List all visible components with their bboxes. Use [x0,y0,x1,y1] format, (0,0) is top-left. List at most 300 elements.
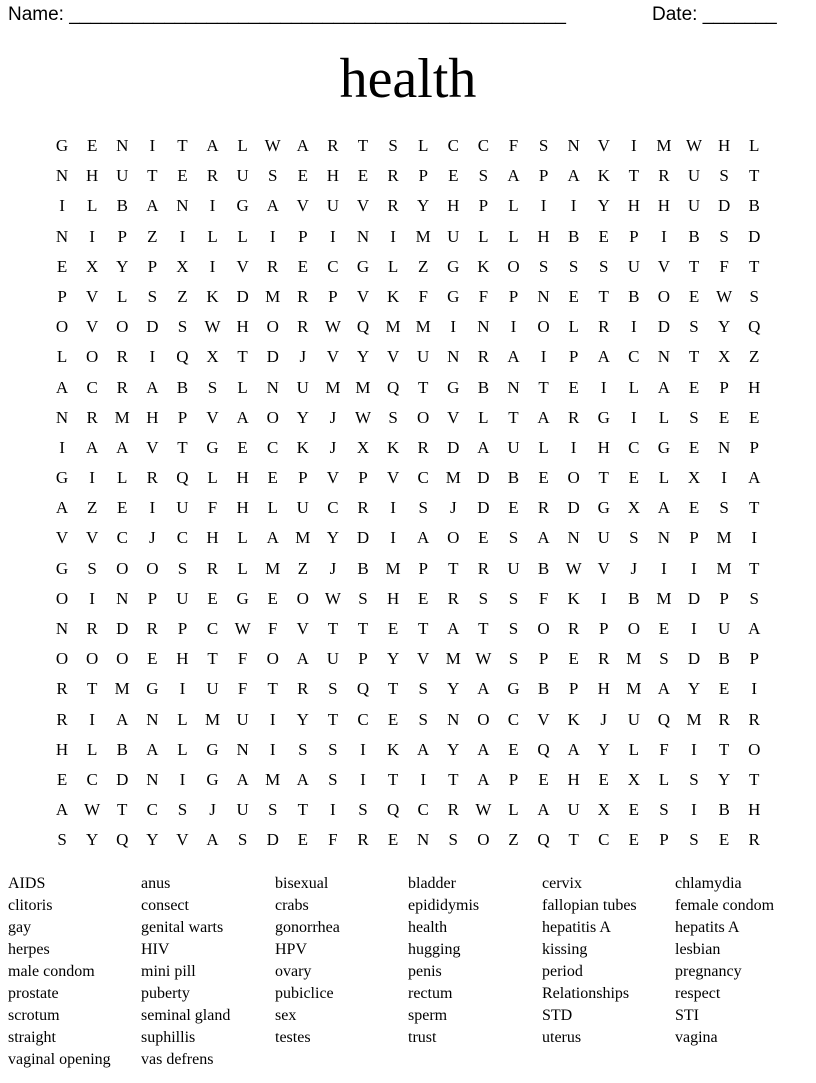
grid-letter: L [237,528,248,548]
grid-letter: R [116,377,128,397]
word-list-item: uterus [542,1029,582,1046]
grid-letter: I [450,317,457,337]
grid-letter: C [86,769,98,789]
grid-letter: A [146,196,159,216]
grid-letter: D [266,347,279,367]
grid-letter: P [358,649,368,669]
word-list-item: chlamydia [675,875,742,892]
grid-letter: T [448,558,459,578]
grid-letter: E [568,286,579,306]
grid-letter: E [538,468,549,488]
grid-letter: N [507,377,520,397]
grid-letter: D [116,769,129,789]
grid-letter: D [567,498,580,518]
grid-letter: S [689,407,699,427]
word-list-item: vas defrens [141,1051,214,1068]
grid-letter: G [356,256,370,276]
grid-letter: L [237,226,248,246]
grid-letter: M [265,558,281,578]
grid-letter: E [508,498,519,518]
grid-letter: T [508,407,519,427]
grid-letter: G [55,468,69,488]
grid-letter: H [748,377,761,397]
grid-letter: O [55,588,69,608]
grid-letter: R [477,558,490,578]
grid-letter: S [689,830,699,850]
grid-letter: A [206,136,219,155]
grid-letter: I [330,800,336,820]
grid-letter: N [55,407,69,427]
grid-letter: S [508,528,519,548]
grid-letter: M [265,286,281,306]
grid-letter: O [146,558,159,578]
grid-letter: Y [597,196,610,216]
grid-letter: B [537,558,550,578]
grid-letter: S [207,377,218,397]
grid-letter: M [445,468,461,488]
grid-letter: C [176,528,189,548]
grid-letter: P [538,649,549,669]
grid-letter: N [447,347,460,367]
grid-letter: Z [177,286,188,306]
grid-letter: Y [597,739,610,759]
grid-letter: Y [326,528,340,548]
grid-letter: M [295,528,311,548]
grid-letter: C [357,709,369,729]
grid-letter: T [568,830,579,850]
word-list-item: female condom [675,897,775,914]
grid-letter: P [599,619,609,638]
grid-letter: N [447,709,460,729]
grid-letter: A [55,377,69,397]
grid-letter: S [568,256,579,276]
grid-letter: O [116,317,129,337]
word-list-item: prostate [8,985,59,1002]
grid-letter: L [56,347,68,367]
grid-letter: Q [537,830,550,850]
grid-letter: R [658,166,670,186]
grid-letter: N [146,709,159,729]
grid-letter: K [567,709,580,729]
grid-letter: R [297,679,309,699]
grid-row [47,795,769,825]
grid-letter: S [177,800,188,820]
grid-letter: P [328,286,338,306]
grid-letter: F [478,286,489,306]
grid-letter: L [117,286,128,306]
grid-letter: G [447,377,460,397]
grid-letter: P [568,347,579,367]
word-list-item: bisexual [275,875,329,892]
grid-letter: P [689,528,699,548]
grid-letter: I [751,528,758,548]
grid-letter: P [298,468,308,488]
grid-letter: E [387,619,399,638]
word-list-item: vagina [675,1029,718,1046]
grid-letter: M [656,136,672,155]
grid-letter: H [55,739,69,759]
grid-letter: C [327,498,339,518]
grid-letter: Q [116,830,129,850]
grid-letter: T [327,619,339,638]
grid-letter: A [447,619,460,638]
grid-letter: A [748,468,761,488]
grid-letter: A [206,830,219,850]
grid-letter: L [658,407,670,427]
grid-letter: L [207,468,218,488]
grid-letter: J [449,498,457,518]
word-list-item: crabs [275,897,309,914]
grid-letter: S [538,256,549,276]
grid-letter: V [86,528,99,548]
grid-letter: E [628,830,640,850]
grid-row [47,765,769,795]
grid-letter: R [567,619,580,638]
grid-row [47,523,769,553]
grid-letter: J [630,558,638,578]
grid-letter: E [688,286,700,306]
grid-letter: D [116,619,129,638]
grid-letter: U [627,256,640,276]
word-list-item: scrotum [8,1007,60,1024]
grid-letter: P [418,558,428,578]
grid-letter: S [418,679,428,699]
grid-letter: A [537,407,550,427]
grid-letter: Y [116,256,129,276]
grid-letter: M [114,679,130,699]
word-list-item: straight [8,1029,56,1046]
grid-row [47,282,769,312]
grid-letter: H [748,800,761,820]
grid-letter: P [117,226,127,246]
word-list-item: anus [141,875,171,892]
grid-letter: T [297,800,308,820]
grid-letter: S [388,136,398,155]
grid-letter: K [386,739,400,759]
grid-letter: E [478,528,489,548]
grid-row [47,493,769,523]
word-list-item: vaginal opening [8,1051,111,1068]
grid-letter: T [628,166,640,186]
grid-letter: T [749,769,760,789]
grid-letter: I [209,196,216,216]
grid-letter: H [86,166,99,186]
grid-letter: K [567,588,580,608]
grid-letter: S [719,498,729,518]
grid-letter: N [55,166,69,186]
grid-letter: D [447,437,460,457]
grid-letter: R [387,196,399,216]
grid-letter: A [477,679,490,699]
grid-letter: Z [508,830,519,850]
grid-letter: W [204,317,221,337]
grid-letter: I [420,769,426,789]
grid-letter: A [146,377,159,397]
grid-letter: N [116,588,129,608]
grid-letter: Z [417,256,429,276]
grid-letter: B [507,468,520,488]
grid-letter: S [328,769,338,789]
grid-letter: M [385,558,401,578]
grid-letter: S [418,709,428,729]
grid-letter: X [206,347,219,367]
grid-letter: P [659,830,669,850]
grid-letter: T [749,166,760,186]
grid-letter: S [508,588,519,608]
grid-letter: L [568,317,579,337]
grid-letter: S [87,558,97,578]
grid-letter: R [146,468,158,488]
grid-letter: H [176,649,189,669]
grid-letter: P [749,437,759,457]
grid-letter: C [507,709,520,729]
grid-letter: I [149,498,156,518]
grid-letter: A [236,769,249,789]
grid-letter: S [57,830,67,850]
grid-letter: A [296,769,309,789]
grid-letter: U [597,528,610,548]
grid-letter: T [177,437,188,457]
word-list-item: lesbian [675,941,721,958]
grid-letter: T [177,136,188,155]
name-field-label: Name: _______________________________________________ [8,4,566,25]
grid-letter: G [206,437,219,457]
word-list-item: herpes [8,941,50,958]
grid-letter: Y [687,679,701,699]
grid-letter: T [387,679,399,699]
grid-letter: S [478,166,489,186]
grid-letter: O [477,830,490,850]
grid-letter: R [357,498,369,518]
grid-letter: E [417,588,429,608]
grid-letter: L [628,739,640,759]
grid-letter: J [600,709,608,729]
grid-letter: E [177,166,188,186]
grid-letter: P [478,196,489,216]
grid-letter: F [418,286,428,306]
grid-letter: X [627,769,640,789]
grid-letter: C [86,377,98,397]
grid-letter: I [691,800,697,820]
grid-letter: I [600,377,607,397]
grid-letter: N [567,528,580,548]
grid-letter: O [55,649,69,669]
grid-letter: I [89,226,95,246]
grid-letter: V [417,649,430,669]
grid-letter: S [749,588,759,608]
grid-letter: G [146,679,159,699]
page-title: health [339,48,477,110]
grid-letter: E [568,377,579,397]
grid-letter: S [177,558,188,578]
grid-letter: T [357,619,369,638]
grid-letter: Q [356,679,370,699]
grid-letter: E [297,256,308,276]
grid-letter: N [146,769,159,789]
grid-letter: Z [147,226,158,246]
grid-letter: W [354,407,371,427]
grid-letter: P [749,649,759,669]
grid-letter: J [329,437,337,457]
grid-letter: F [538,588,549,608]
grid-letter: S [358,800,368,820]
grid-letter: L [86,196,98,216]
grid-letter: X [717,347,731,367]
grid-letter: T [749,558,760,578]
grid-letter: D [687,588,701,608]
grid-letter: B [477,377,490,397]
grid-letter: B [567,226,580,246]
grid-letter: H [206,528,219,548]
grid-letter: E [207,588,218,608]
grid-letter: O [116,649,129,669]
grid-letter: R [86,619,98,638]
grid-letter: P [719,377,729,397]
grid-letter: B [748,196,760,216]
grid-letter: R [297,286,309,306]
grid-letter: I [691,739,697,759]
grid-letter: W [685,136,703,155]
grid-letter: I [269,739,276,759]
grid-letter: F [237,649,248,669]
grid-letter: L [538,437,549,457]
grid-letter: M [415,317,431,337]
grid-letter: R [56,679,68,699]
grid-letter: C [598,830,610,850]
grid-letter: V [326,468,340,488]
grid-letter: T [718,739,730,759]
grid-letter: P [57,286,67,306]
grid-letter: W [475,649,492,669]
grid-letter: A [657,377,671,397]
grid-letter: S [328,679,338,699]
grid-letter: O [116,558,129,578]
word-list-item: sex [275,1007,297,1024]
grid-letter: I [540,347,547,367]
grid-letter: N [717,437,731,457]
grid-letter: P [568,679,579,699]
grid-letter: H [236,468,249,488]
grid-letter: L [508,226,519,246]
grid-letter: P [177,619,188,638]
grid-letter: S [147,286,158,306]
grid-letter: B [718,800,730,820]
grid-letter: V [657,256,671,276]
grid-row [47,222,769,252]
grid-letter: C [146,800,158,820]
grid-letter: M [265,769,281,789]
grid-letter: S [448,830,458,850]
grid-letter: I [691,558,697,578]
grid-letter: I [510,317,517,337]
grid-letter: H [567,769,580,789]
word-list-item: pubiclice [275,985,334,1002]
grid-letter: I [360,769,366,789]
grid-letter: S [298,739,308,759]
grid-letter: E [297,166,308,186]
grid-letter: G [236,196,249,216]
grid-letter: I [360,739,366,759]
grid-row [47,191,769,221]
grid-letter: I [59,196,65,216]
grid-letter: L [628,377,640,397]
grid-letter: D [748,226,761,246]
grid-letter: Y [86,830,99,850]
grid-letter: W [716,286,733,306]
grid-letter: I [149,136,156,155]
grid-row [47,674,769,704]
grid-letter: V [296,196,309,216]
grid-letter: A [86,437,99,457]
letter-grid [47,131,769,856]
word-list-item: genital warts [141,919,224,936]
grid-letter: D [356,528,370,548]
grid-letter: R [297,317,309,337]
grid-letter: T [688,347,700,367]
grid-letter: E [688,377,700,397]
grid-letter: W [234,619,251,638]
grid-letter: F [328,830,338,850]
grid-letter: O [537,619,550,638]
grid-letter: E [628,800,640,820]
grid-letter: L [387,256,399,276]
grid-letter: H [627,196,640,216]
grid-letter: I [269,226,276,246]
grid-letter: S [358,588,368,608]
grid-letter: C [327,256,339,276]
grid-letter: A [477,437,490,457]
grid-letter: O [266,649,279,669]
grid-letter: J [209,800,216,820]
grid-letter: R [598,317,610,337]
grid-row [47,705,769,735]
grid-letter: B [628,588,640,608]
word-list-item: respect [675,985,721,1002]
grid-letter: Y [356,347,370,367]
grid-letter: R [598,649,610,669]
grid-row [47,825,769,855]
grid-letter: S [478,588,489,608]
grid-letter: R [206,558,219,578]
grid-letter: A [507,166,520,186]
grid-letter: P [629,226,639,246]
grid-letter: X [627,498,640,518]
grid-letter: C [417,468,429,488]
grid-letter: S [177,317,188,337]
word-list-item: health [408,919,448,936]
grid-letter: E [598,226,609,246]
grid-letter: V [386,347,400,367]
grid-letter: V [386,468,400,488]
grid-letter: D [657,317,671,337]
grid-letter: O [748,739,761,759]
grid-letter: I [570,437,577,457]
grid-letter: M [626,649,642,669]
grid-letter: G [657,437,671,457]
grid-letter: T [417,377,429,397]
grid-letter: S [418,498,428,518]
grid-letter: B [116,196,128,216]
grid-letter: R [267,256,279,276]
grid-letter: E [749,407,760,427]
grid-letter: P [719,588,729,608]
word-list-item: STD [542,1007,573,1024]
grid-row [47,735,769,765]
grid-letter: V [236,256,249,276]
grid-letter: V [146,437,159,457]
grid-letter: C [477,136,490,155]
grid-letter: R [206,166,219,186]
